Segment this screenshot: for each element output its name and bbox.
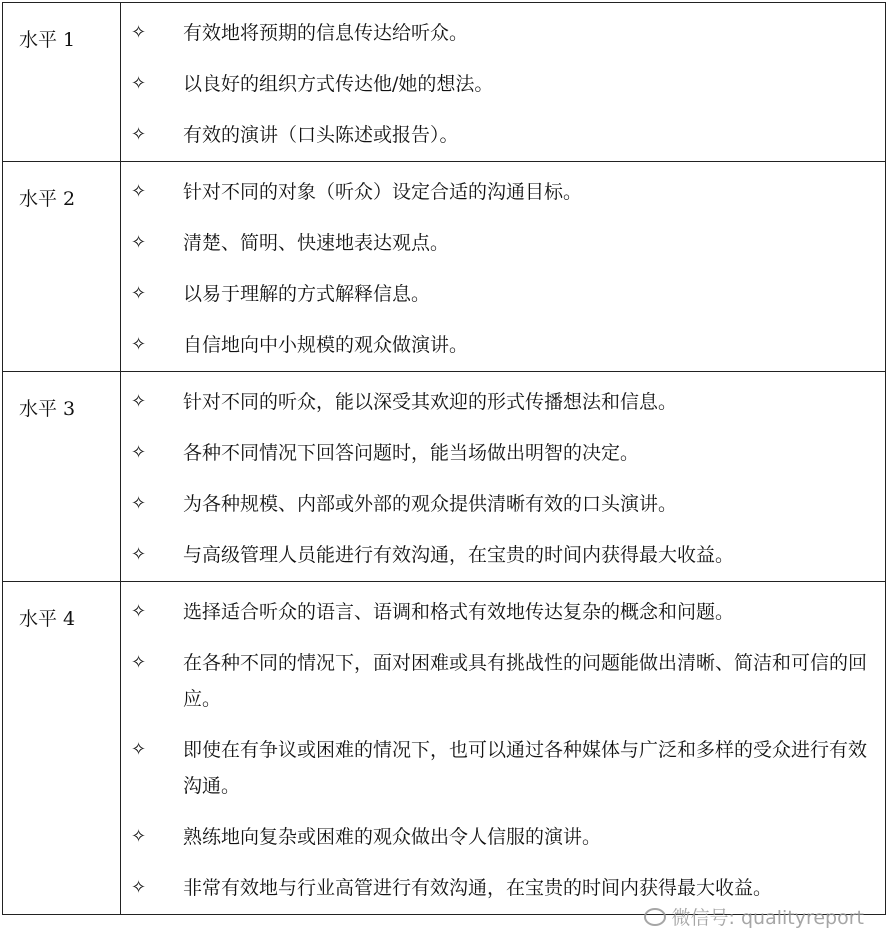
diamond-star-bullet-icon: ✧ [131,181,147,202]
item-text: 有效地将预期的信息传达给听众。 [183,22,469,44]
item-text: 为各种规模、内部或外部的观众提供清晰有效的口头演讲。 [183,493,678,515]
level-items [121,582,886,915]
level-row [3,162,886,372]
list-item [121,327,875,363]
diamond-star-bullet-icon: ✧ [131,877,147,898]
diamond-star-bullet-icon: ✧ [131,22,147,43]
level-row [3,582,886,915]
level-label: 水平 2 [3,162,121,372]
level-items [121,372,886,582]
item-text: 有效的演讲（口头陈述或报告）。 [183,124,459,146]
list-item [121,117,875,153]
item-text: 清楚、简明、快速地表达观点。 [183,232,450,254]
level-label: 水平 4 [3,582,121,915]
list-item [121,66,875,102]
list-item [121,276,875,312]
diamond-star-bullet-icon: ✧ [131,232,147,253]
list-item [121,384,875,420]
item-text: 与高级管理人员能进行有效沟通，在宝贵的时间内获得最大收益。 [183,544,735,566]
diamond-star-bullet-icon: ✧ [131,493,147,514]
diamond-star-bullet-icon: ✧ [131,73,147,94]
item-text: 以易于理解的方式解释信息。 [183,283,431,305]
list-item [121,174,875,210]
list-item [121,645,875,717]
item-text: 针对不同的对象（听众）设定合适的沟通目标。 [183,181,583,203]
list-item [121,225,875,261]
level-items [121,162,886,372]
level-label: 水平 1 [3,3,121,162]
level-label: 水平 3 [3,372,121,582]
list-item [121,819,875,855]
item-text: 在各种不同的情况下，面对困难或具有挑战性的问题能做出清晰、简洁和可信的回应。 [183,652,868,710]
diamond-star-bullet-icon: ✧ [131,124,147,145]
item-text: 各种不同情况下回答问题时，能当场做出明智的决定。 [183,442,640,464]
diamond-star-bullet-icon: ✧ [131,544,147,565]
diamond-star-bullet-icon: ✧ [131,391,147,412]
list-item [121,594,875,630]
item-text: 非常有效地与行业高管进行有效沟通，在宝贵的时间内获得最大收益。 [183,877,773,899]
item-text: 即使在有争议或困难的情况下，也可以通过各种媒体与广泛和多样的受众进行有效沟通。 [183,739,868,797]
list-item [121,870,875,906]
item-text: 自信地向中小规模的观众做演讲。 [183,334,469,356]
list-item [121,537,875,573]
table-body [3,3,886,915]
diamond-star-bullet-icon: ✧ [131,283,147,304]
item-text: 针对不同的听众，能以深受其欢迎的形式传播想法和信息。 [183,391,678,413]
diamond-star-bullet-icon: ✧ [131,652,147,673]
list-item [121,15,875,51]
watermark-text: 微信号: qualityreport [671,907,864,929]
diamond-star-bullet-icon: ✧ [131,442,147,463]
diamond-star-bullet-icon: ✧ [131,826,147,847]
list-item [121,486,875,522]
list-item [121,732,875,804]
diamond-star-bullet-icon: ✧ [131,739,147,760]
item-text: 以良好的组织方式传达他/她的想法。 [183,73,494,95]
list-item [121,435,875,471]
level-row [3,3,886,162]
level-row [3,372,886,582]
item-text: 熟练地向复杂或困难的观众做出令人信服的演讲。 [183,826,602,848]
diamond-star-bullet-icon: ✧ [131,601,147,622]
competency-table [2,2,886,915]
item-text: 选择适合听众的语言、语调和格式有效地传达复杂的概念和问题。 [183,601,735,623]
diamond-star-bullet-icon: ✧ [131,334,147,355]
level-items [121,3,886,162]
